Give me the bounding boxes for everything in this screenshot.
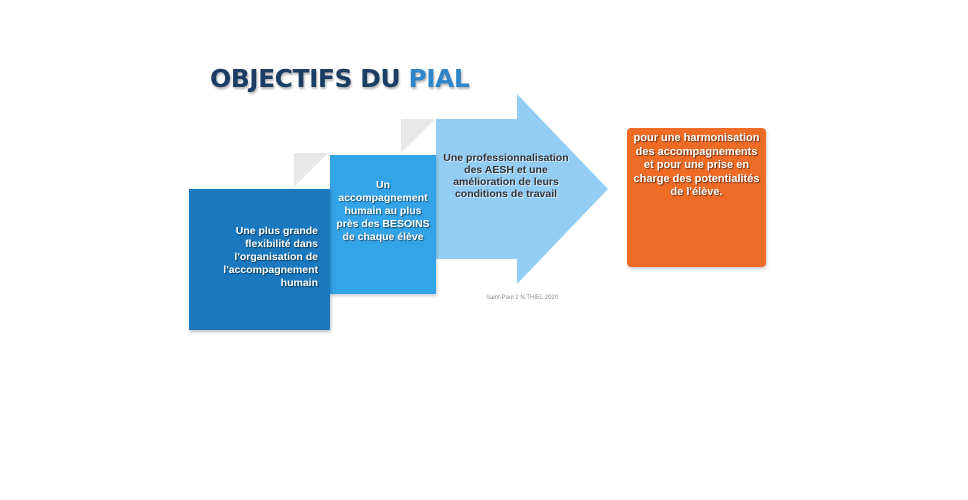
title-main: OBJECTIFS DU <box>210 64 409 93</box>
result-box <box>627 128 766 267</box>
result-text: pour une harmonisation des accompagnements et pour une prise en charge des potentialités de l'élève. <box>633 132 760 198</box>
step-1-text: Une plus grande flexibilité dans l'organisation de l'accompagnement humain <box>223 225 318 289</box>
credit-text: Saint-Paul 2 N.THIEL 2020 <box>486 295 559 301</box>
step-2-text: Un accompagnement humain au plus près des BESOINS de chaque élève <box>336 179 430 243</box>
step-1-box <box>189 189 330 330</box>
step-3-text: Une professionnalisation des AESH et une amélioration de leurs conditions de travail <box>443 152 569 200</box>
title-accent: PIAL <box>408 64 470 93</box>
step-2-box <box>330 155 436 294</box>
